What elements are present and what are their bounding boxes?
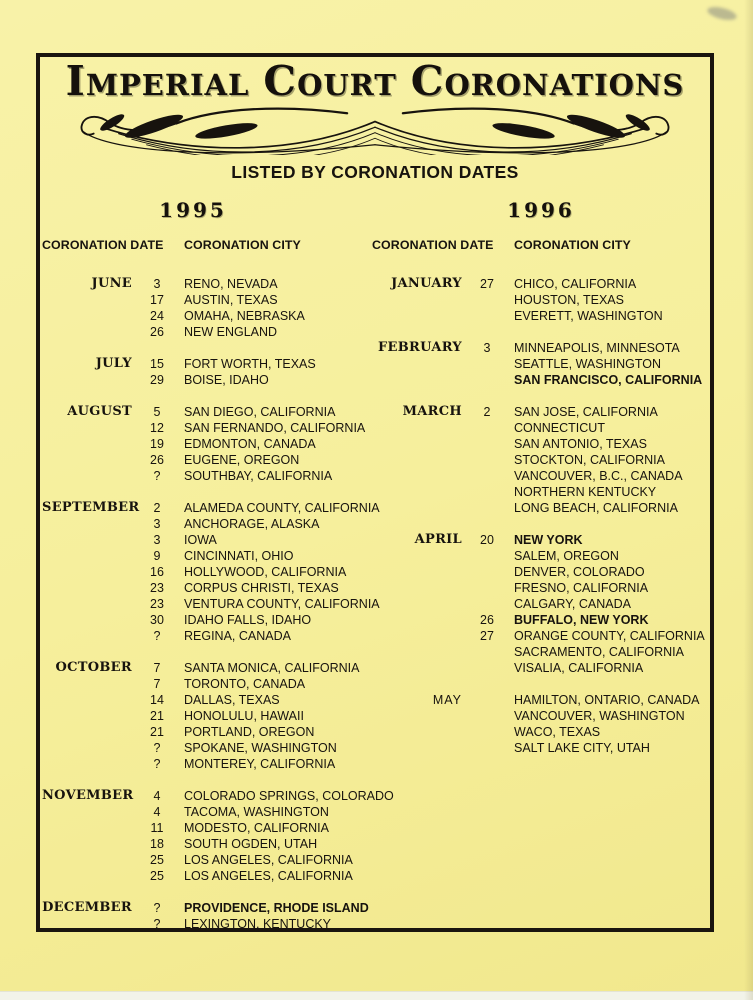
day-value [468, 452, 506, 468]
day-value [468, 692, 506, 708]
day-value: ? [153, 757, 161, 771]
day-value: 7 [153, 661, 161, 675]
day-value: 7 [153, 677, 161, 691]
month-label: AUGUST [67, 404, 132, 419]
city-value: DENVER, COLORADO [514, 565, 645, 579]
coronation-date-header: CORONATION DATE [372, 238, 494, 252]
coronation-row [42, 692, 372, 708]
coronation-row [372, 500, 710, 516]
month-label: NOVEMBER [42, 788, 134, 803]
day-value: 3 [483, 341, 491, 355]
day-value [468, 660, 506, 676]
day-value: 5 [153, 405, 161, 419]
city-value: CINCINNATI, OHIO [184, 549, 294, 563]
city-value: COLORADO SPRINGS, COLORADO [184, 789, 394, 803]
month-label: DECEMBER [42, 900, 132, 915]
title-word: CORONATIONS [410, 57, 685, 105]
title-word-initial: I [65, 57, 86, 105]
city-value: ORANGE COUNTY, CALIFORNIA [514, 629, 705, 643]
city-value: SAN FERNANDO, CALIFORNIA [184, 421, 366, 435]
scan-edge-bottom [0, 991, 753, 1000]
month-label [372, 484, 468, 500]
coronation-row [372, 724, 710, 740]
day-value [468, 356, 506, 372]
city-value: PROVIDENCE, RHODE ISLAND [184, 901, 369, 915]
day-value [468, 724, 506, 740]
day-value [468, 484, 506, 500]
coronation-row [42, 660, 372, 676]
day-value: 27 [480, 629, 494, 643]
city-value: HONOLULU, HAWAII [184, 709, 304, 723]
month-block-february [372, 340, 710, 388]
day-value: 3 [153, 277, 161, 291]
page-title [40, 57, 710, 105]
coronation-row [372, 452, 710, 468]
coronation-row [42, 436, 372, 452]
coronation-row [372, 660, 710, 676]
month-label [42, 324, 138, 340]
month-label [42, 292, 138, 308]
month-block-march [372, 404, 710, 516]
city-value: SAN ANTONIO, TEXAS [514, 437, 647, 451]
city-value: IOWA [184, 533, 217, 547]
scan-edge-right [744, 0, 753, 1000]
day-value: 11 [150, 821, 164, 835]
city-value: PORTLAND, OREGON [184, 725, 315, 739]
coronation-row [372, 276, 710, 292]
day-value: 19 [150, 437, 164, 451]
city-value: SALT LAKE CITY, UTAH [514, 741, 650, 755]
city-value: VANCOUVER, B.C., CANADA [514, 469, 683, 483]
month-label [372, 420, 468, 436]
day-value [468, 292, 506, 308]
day-value [468, 564, 506, 580]
year-columns [40, 199, 710, 932]
coronation-date-header: CORONATION DATE [42, 238, 164, 252]
column-headers [372, 237, 710, 253]
month-label [42, 468, 138, 484]
month-block-october [42, 660, 372, 772]
coronation-row [372, 644, 710, 660]
day-value: 9 [153, 549, 161, 563]
month-label: SEPTEMBER [42, 500, 140, 515]
month-label [42, 564, 138, 580]
city-value: VISALIA, CALIFORNIA [514, 661, 644, 675]
day-value: 18 [150, 837, 164, 851]
coronation-row [42, 404, 372, 420]
coronation-row [42, 452, 372, 468]
year-column-1996 [372, 199, 710, 932]
month-block-january [372, 276, 710, 324]
coronation-row [372, 708, 710, 724]
day-value: 25 [150, 869, 164, 883]
city-value: MINNEAPOLIS, MINNESOTA [514, 341, 680, 355]
coronation-row [42, 548, 372, 564]
city-value: EVERETT, WASHINGTON [514, 309, 663, 323]
city-value: BUFFALO, NEW YORK [514, 613, 649, 627]
month-label [42, 532, 138, 548]
city-value: VANCOUVER, WASHINGTON [514, 709, 685, 723]
coronation-row [372, 740, 710, 756]
month-block-july [42, 356, 372, 388]
city-value: VENTURA COUNTY, CALIFORNIA [184, 597, 380, 611]
day-value [468, 308, 506, 324]
scan-smudge [706, 5, 738, 23]
city-value: DALLAS, TEXAS [184, 693, 280, 707]
day-value: 2 [153, 501, 161, 515]
city-value: STOCKTON, CALIFORNIA [514, 453, 665, 467]
city-value: HAMILTON, ONTARIO, CANADA [514, 693, 700, 707]
day-value: 26 [480, 613, 494, 627]
coronation-row [372, 564, 710, 580]
coronation-row [42, 740, 372, 756]
month-block-november [42, 788, 394, 884]
month-label [42, 740, 138, 756]
city-value: MONTEREY, CALIFORNIA [184, 757, 336, 771]
coronation-row [42, 804, 372, 820]
day-value: 20 [480, 533, 494, 547]
month-label: APRIL [414, 532, 462, 547]
day-value [468, 548, 506, 564]
day-value [468, 436, 506, 452]
coronation-row [372, 468, 710, 484]
page-subtitle: LISTED BY CORONATION DATES [231, 162, 519, 182]
city-value: NEW YORK [514, 533, 583, 547]
month-label [42, 420, 138, 436]
city-value: HOUSTON, TEXAS [514, 293, 624, 307]
month-label [42, 724, 138, 740]
day-value: ? [153, 901, 161, 915]
day-value: ? [153, 917, 161, 931]
title-word-initial: C [263, 57, 298, 105]
city-value: SACRAMENTO, CALIFORNIA [514, 645, 684, 659]
day-value: ? [153, 469, 161, 483]
coronation-row [42, 596, 380, 612]
coronation-city-header: CORONATION CITY [184, 238, 301, 252]
city-value: RENO, NEVADA [184, 277, 278, 291]
city-value: MODESTO, CALIFORNIA [184, 821, 329, 835]
city-value: SPOKANE, WASHINGTON [184, 741, 337, 755]
day-value [468, 468, 506, 484]
day-value [468, 596, 506, 612]
month-label [372, 356, 468, 372]
title-word: COURT [263, 57, 397, 105]
month-label [42, 836, 138, 852]
coronation-row [372, 340, 710, 356]
coronation-row [372, 596, 710, 612]
coronation-row [42, 292, 372, 308]
city-value: TACOMA, WASHINGTON [184, 805, 329, 819]
month-label [42, 868, 138, 884]
month-label [42, 708, 138, 724]
month-label [372, 612, 468, 628]
coronation-city-header: CORONATION CITY [514, 238, 631, 252]
day-value: 4 [153, 805, 161, 819]
city-value: ANCHORAGE, ALASKA [184, 517, 320, 531]
city-value: LOS ANGELES, CALIFORNIA [184, 853, 353, 867]
city-value: SEATTLE, WASHINGTON [514, 357, 662, 371]
month-label [372, 628, 468, 644]
month-label [372, 596, 468, 612]
city-value: CALGARY, CANADA [514, 597, 631, 611]
coronation-row [42, 372, 372, 388]
month-label [372, 308, 468, 324]
coronation-row [42, 612, 372, 628]
coronation-row [42, 852, 372, 868]
city-value: SAN DIEGO, CALIFORNIA [184, 405, 336, 419]
day-value: 12 [150, 421, 164, 435]
day-value: 3 [153, 533, 161, 547]
month-label [372, 468, 468, 484]
month-label [42, 692, 138, 708]
coronation-row [42, 916, 372, 932]
coronation-row [372, 580, 710, 596]
month-label [42, 804, 138, 820]
month-label [42, 676, 138, 692]
city-value: TORONTO, CANADA [184, 677, 306, 691]
day-value [468, 644, 506, 660]
day-value: ? [153, 629, 161, 643]
city-value: EUGENE, OREGON [184, 453, 300, 467]
coronation-row [42, 532, 372, 548]
day-value: 2 [483, 405, 491, 419]
day-value: 15 [150, 357, 164, 371]
month-label [372, 660, 468, 676]
city-value: CHICO, CALIFORNIA [514, 277, 637, 291]
coronation-row [42, 724, 372, 740]
city-value: FORT WORTH, TEXAS [184, 357, 316, 371]
month-label [372, 564, 468, 580]
month-block-september [42, 500, 380, 644]
coronation-row [42, 900, 372, 916]
city-value: SOUTH OGDEN, UTAH [184, 837, 318, 851]
month-label [42, 372, 138, 388]
year-heading: 1996 [507, 198, 575, 222]
coronation-row [372, 612, 710, 628]
day-value [468, 580, 506, 596]
coronation-row [42, 468, 372, 484]
coronation-row [42, 836, 372, 852]
coronation-row [42, 308, 372, 324]
coronation-row [372, 372, 710, 388]
city-value: LOS ANGELES, CALIFORNIA [184, 869, 353, 883]
month-label [372, 548, 468, 564]
coronation-row [42, 708, 372, 724]
month-label [42, 436, 138, 452]
month-label [42, 596, 138, 612]
coronation-row [372, 308, 710, 324]
day-value: 14 [150, 693, 164, 707]
month-label: FEBRUARY [377, 340, 462, 355]
city-value: EDMONTON, CANADA [184, 437, 316, 451]
day-value: 3 [153, 517, 161, 531]
coronation-row [372, 404, 710, 420]
coronation-row [42, 868, 372, 884]
coronation-row [372, 484, 710, 500]
coronation-row [42, 324, 372, 340]
coronation-row [372, 548, 710, 564]
city-value: HOLLYWOOD, CALIFORNIA [184, 565, 347, 579]
month-block-april [372, 532, 710, 676]
day-value [468, 500, 506, 516]
city-value: LONG BEACH, CALIFORNIA [514, 501, 678, 515]
month-label [42, 852, 138, 868]
day-value: 24 [150, 309, 164, 323]
city-value: CORPUS CHRISTI, TEXAS [184, 581, 339, 595]
month-block-june [42, 276, 372, 340]
coronation-row [372, 356, 710, 372]
coronation-row [372, 532, 710, 548]
day-value: 26 [150, 453, 164, 467]
column-headers [42, 237, 372, 253]
month-label [42, 612, 138, 628]
day-value: 29 [150, 373, 164, 387]
coronation-row [42, 516, 372, 532]
month-label [42, 516, 138, 532]
city-value: SANTA MONICA, CALIFORNIA [184, 661, 360, 675]
month-label [42, 756, 138, 772]
month-label [372, 436, 468, 452]
coronation-row [42, 500, 380, 516]
month-label: JULY [95, 356, 132, 371]
month-label [372, 724, 468, 740]
day-value [468, 420, 506, 436]
month-label [372, 452, 468, 468]
coronation-row [42, 356, 372, 372]
city-value: AUSTIN, TEXAS [184, 293, 278, 307]
month-label: MAY [432, 693, 462, 707]
city-value: ALAMEDA COUNTY, CALIFORNIA [184, 501, 380, 515]
month-label [42, 452, 138, 468]
flourish-ornament [53, 103, 697, 155]
day-value: 17 [150, 293, 164, 307]
month-block-may [372, 692, 710, 756]
title-word-initial: C [410, 57, 445, 105]
day-value: 16 [150, 565, 164, 579]
month-label [42, 916, 138, 932]
coronation-row [42, 564, 372, 580]
month-block-august [42, 404, 372, 484]
year-heading: 1995 [159, 198, 227, 222]
city-value: IDAHO FALLS, IDAHO [184, 613, 312, 627]
day-value: 30 [150, 613, 164, 627]
day-value: 26 [150, 325, 164, 339]
year-column-1995 [42, 198, 394, 932]
city-value: SAN JOSE, CALIFORNIA [514, 405, 658, 419]
month-label [372, 292, 468, 308]
city-value: CONNECTICUT [514, 421, 605, 435]
day-value: 25 [150, 853, 164, 867]
city-value: WACO, TEXAS [514, 725, 601, 739]
day-value [468, 740, 506, 756]
month-label [372, 500, 468, 516]
month-label [372, 740, 468, 756]
day-value: 4 [153, 789, 161, 803]
city-value: NEW ENGLAND [184, 325, 278, 339]
coronation-row [372, 436, 710, 452]
coronation-row [372, 692, 710, 708]
city-value: OMAHA, NEBRASKA [184, 309, 305, 323]
month-block-december [42, 900, 372, 932]
month-label [372, 580, 468, 596]
city-value: REGINA, CANADA [184, 629, 291, 643]
month-label [372, 372, 468, 388]
day-value: 21 [150, 725, 164, 739]
day-value: 27 [480, 277, 494, 291]
coronation-row [42, 676, 372, 692]
city-value: SOUTHBAY, CALIFORNIA [184, 469, 333, 483]
day-value: 23 [150, 597, 164, 611]
month-label [42, 308, 138, 324]
coronation-row [42, 756, 372, 772]
month-label [42, 580, 138, 596]
city-value: LEXINGTON, KENTUCKY [184, 917, 332, 931]
month-label: JANUARY [391, 276, 462, 291]
city-value: FRESNO, CALIFORNIA [514, 581, 649, 595]
month-label [372, 644, 468, 660]
coronation-row [372, 292, 710, 308]
coronation-row [372, 420, 710, 436]
title-word: IMPERIAL [65, 57, 250, 105]
month-label: MARCH [402, 404, 462, 419]
coronation-row [42, 580, 372, 596]
coronation-row [372, 628, 710, 644]
day-value: ? [153, 741, 161, 755]
coronation-row [42, 628, 372, 644]
city-value: BOISE, IDAHO [184, 373, 269, 387]
month-label [42, 820, 138, 836]
day-value [468, 372, 506, 388]
month-label [42, 628, 138, 644]
city-value: NORTHERN KENTUCKY [514, 485, 657, 499]
coronation-row [42, 820, 372, 836]
coronation-row [42, 788, 394, 804]
page-border-frame [36, 53, 714, 932]
day-value [468, 708, 506, 724]
day-value: 21 [150, 709, 164, 723]
city-value: SALEM, OREGON [514, 549, 619, 563]
month-label [42, 548, 138, 564]
city-value: SAN FRANCISCO, CALIFORNIA [514, 373, 703, 387]
coronation-row [42, 420, 372, 436]
month-label: JUNE [91, 276, 132, 291]
month-label [372, 708, 468, 724]
day-value: 23 [150, 581, 164, 595]
coronation-row [42, 276, 372, 292]
month-label: OCTOBER [55, 660, 132, 675]
